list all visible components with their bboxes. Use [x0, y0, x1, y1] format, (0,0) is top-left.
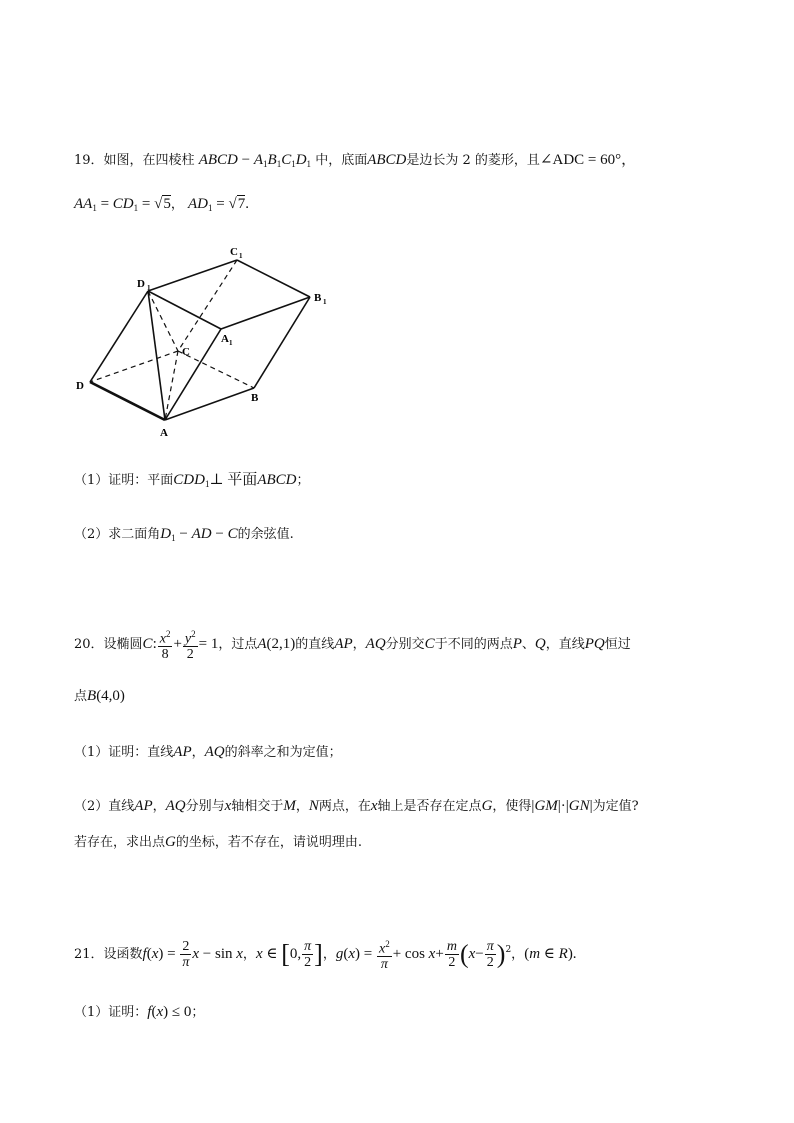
q19-part2: （2）求二面角$D_1$ − AD − C的余弦值.: [74, 526, 294, 543]
label-D1: D: [137, 278, 145, 290]
q20-part2-line2: 若存在，求出点G的坐标，若不存在，请说明理由.: [74, 834, 362, 850]
q20-part1: （1）证明：直线AP，AQ的斜率之和为定值；: [74, 744, 342, 760]
label-C1: C: [230, 246, 238, 258]
label-C: C: [182, 346, 190, 358]
prism-figure: [70, 240, 350, 440]
q20-part2-line1: （2）直线AP，AQ分别与x轴相交于M，N两点，在x轴上是否存在定点G，使得|GM|·|GN|为定值?: [74, 798, 639, 814]
svg-text:1: 1: [229, 339, 233, 347]
svg-text:1: 1: [239, 252, 243, 260]
label-B: B: [251, 392, 259, 404]
label-A1: A: [221, 333, 229, 345]
q21-stem: 21．设函数f(x) = $\frac{2}{\pi}$ x − sin x，x ∈ [0, $\frac{\pi}{2}$ ]，g(x) = $\frac{x^2}{\pi}$ + cos x+ $\frac{m}{2}$ (x− $\frac{\pi}{2}$ )$^2$，(m ∈ R).: [74, 938, 577, 973]
label-D: D: [76, 380, 84, 392]
q20-stem-line1: 20．设椭圆C: $\frac{x^2}{8}$ + $\frac{y^2}{2}$ = 1，过点A(2,1)的直线AP，AQ分别交C于不同的两点P、Q，直线PQ恒过: [74, 628, 631, 663]
q21-part1: （1）证明：f(x) ≤ 0；: [74, 1004, 205, 1020]
q19-stem-line1: 19．如图，在四棱柱 ABCD − $A_1B_1C_1D_1$ 中，底面ABCD是边长为 2 的菱形，且∠ADC = 60°，: [74, 152, 637, 169]
svg-text:1: 1: [323, 298, 327, 306]
svg-text:1: 1: [147, 284, 151, 292]
label-A: A: [160, 427, 168, 439]
label-B1: B: [314, 292, 322, 304]
q19-stem-line2: $AA_1 = CD_1 = √5$， $AD_1 = √7$.: [74, 196, 249, 213]
q19-part1: （1）证明：平面$CDD_1\perp$ 平面ABCD；: [74, 472, 310, 489]
q20-stem-line2: 点B(4,0): [74, 688, 125, 704]
